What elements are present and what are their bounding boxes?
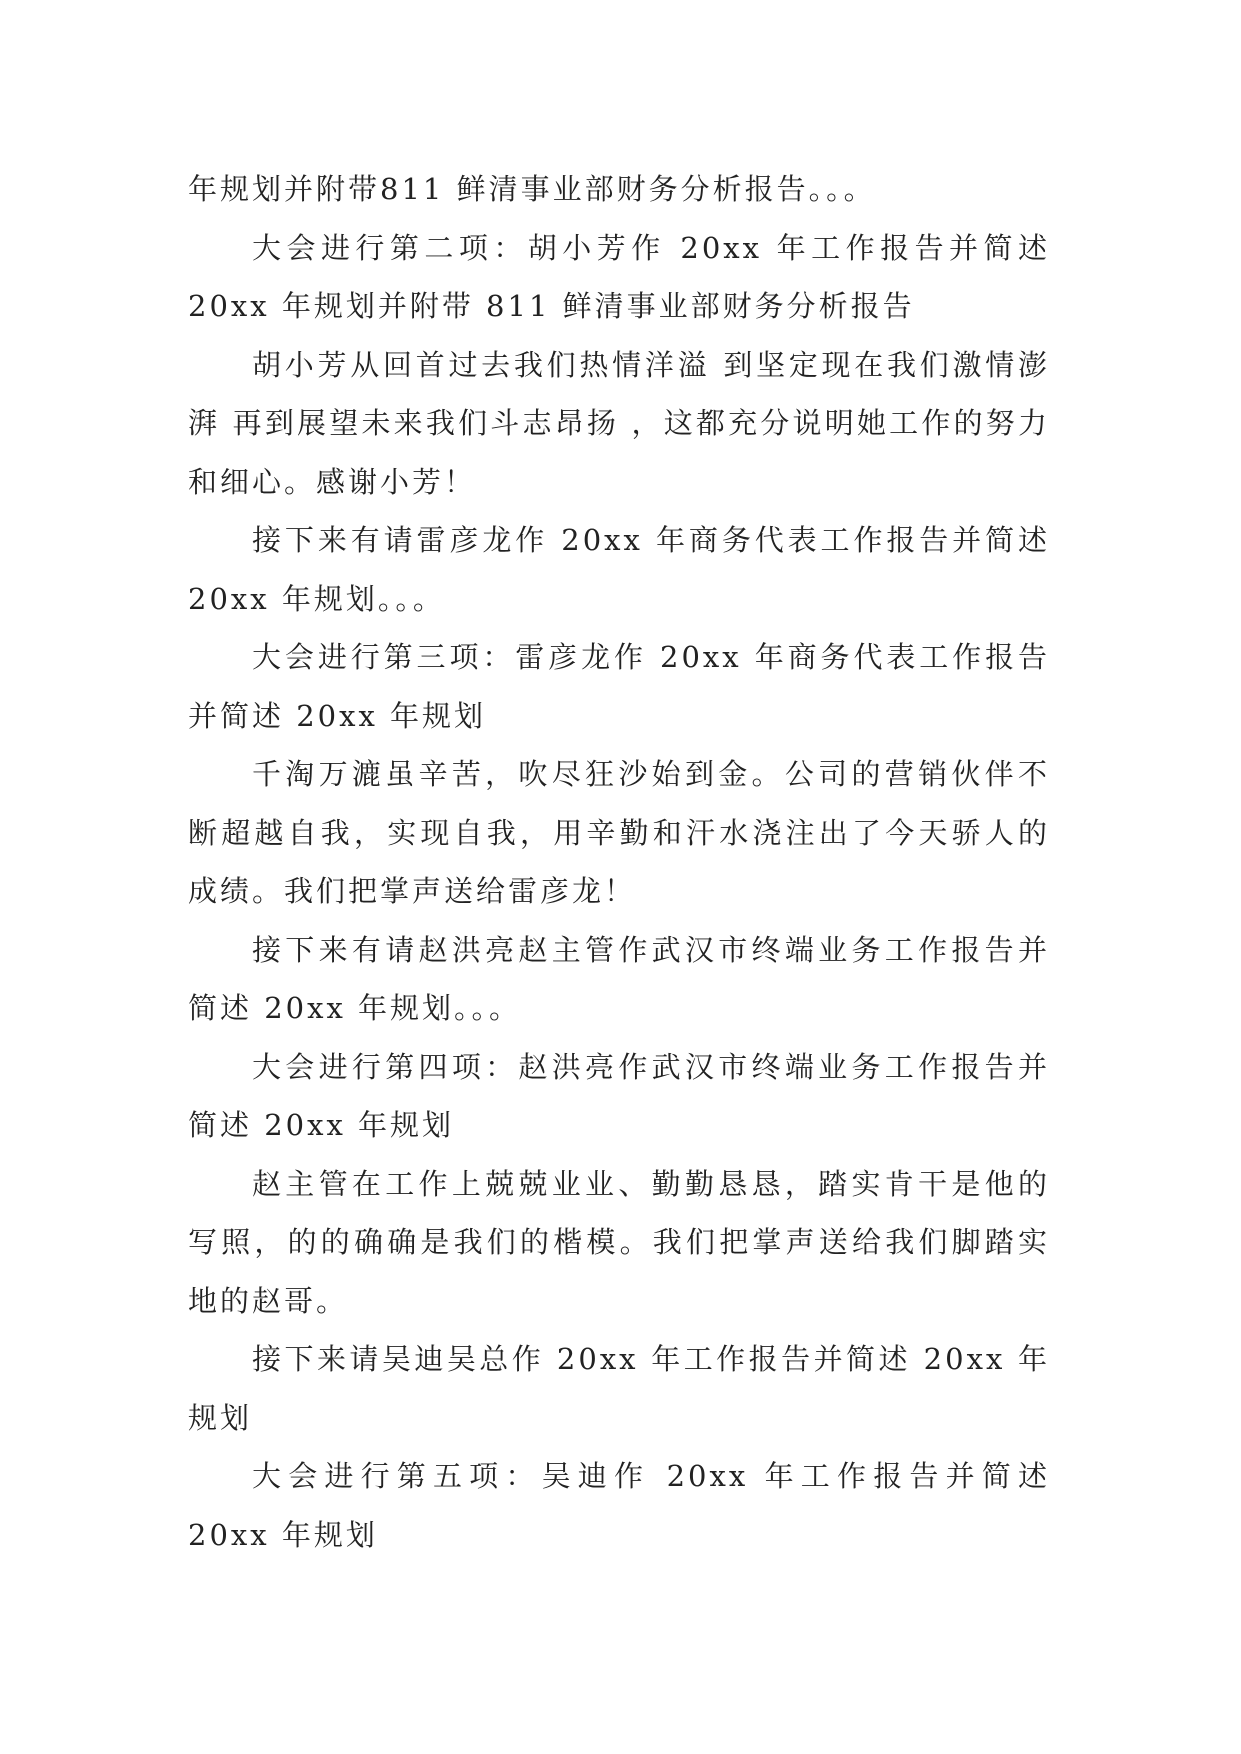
paragraph-agenda-item-3: 大会进行第三项：雷彦龙作 20xx 年商务代表工作报告并简述 20xx 年规划: [188, 640, 1050, 733]
paragraph-agenda-item-5: 大会进行第五项：吴迪作 20xx 年工作报告并简述 20xx 年规划: [188, 1459, 1050, 1552]
paragraph-remarks-lei: 千淘万漉虽辛苦，吹尽狂沙始到金。公司的营销伙伴不断超越自我，实现自我，用辛勤和汗水浇注出了今天骄人的成绩。我们把掌声送给雷彦龙！: [188, 757, 1050, 908]
paragraph-remarks-hu: 胡小芳从回首过去我们热情洋溢 到坚定现在我们激情澎湃 再到展望未来我们斗志昂扬 ，这都充分说明她工作的努力和细心。感谢小芳！: [188, 347, 1050, 499]
paragraph-agenda-item-2: 大会进行第二项：胡小芳作 20xx 年工作报告并简述 20xx 年规划并附带 811 鲜清事业部财务分析报告: [188, 230, 1050, 323]
paragraph-invite-zhao: 接下来有请赵洪亮赵主管作武汉市终端业务工作报告并简述 20xx 年规划。。。: [188, 932, 1050, 1025]
paragraph-remarks-zhao: 赵主管在工作上兢兢业业、勤勤恳恳，踏实肯干是他的写照，的的确确是我们的楷模。我们把掌声送给我们脚踏实地的赵哥。: [188, 1166, 1050, 1318]
paragraph-invite-lei: 接下来有请雷彦龙作 20xx 年商务代表工作报告并简述 20xx 年规划。。。: [188, 523, 1050, 616]
paragraph-continuation: 年规划并附带811 鲜清事业部财务分析报告。。。: [188, 172, 876, 206]
document-body: [188, 160, 1050, 1564]
paragraph-agenda-item-4: 大会进行第四项：赵洪亮作武汉市终端业务工作报告并简述 20xx 年规划: [188, 1049, 1050, 1142]
paragraph-invite-wu: 接下来请吴迪吴总作 20xx 年工作报告并简述 20xx 年规划: [188, 1342, 1050, 1435]
